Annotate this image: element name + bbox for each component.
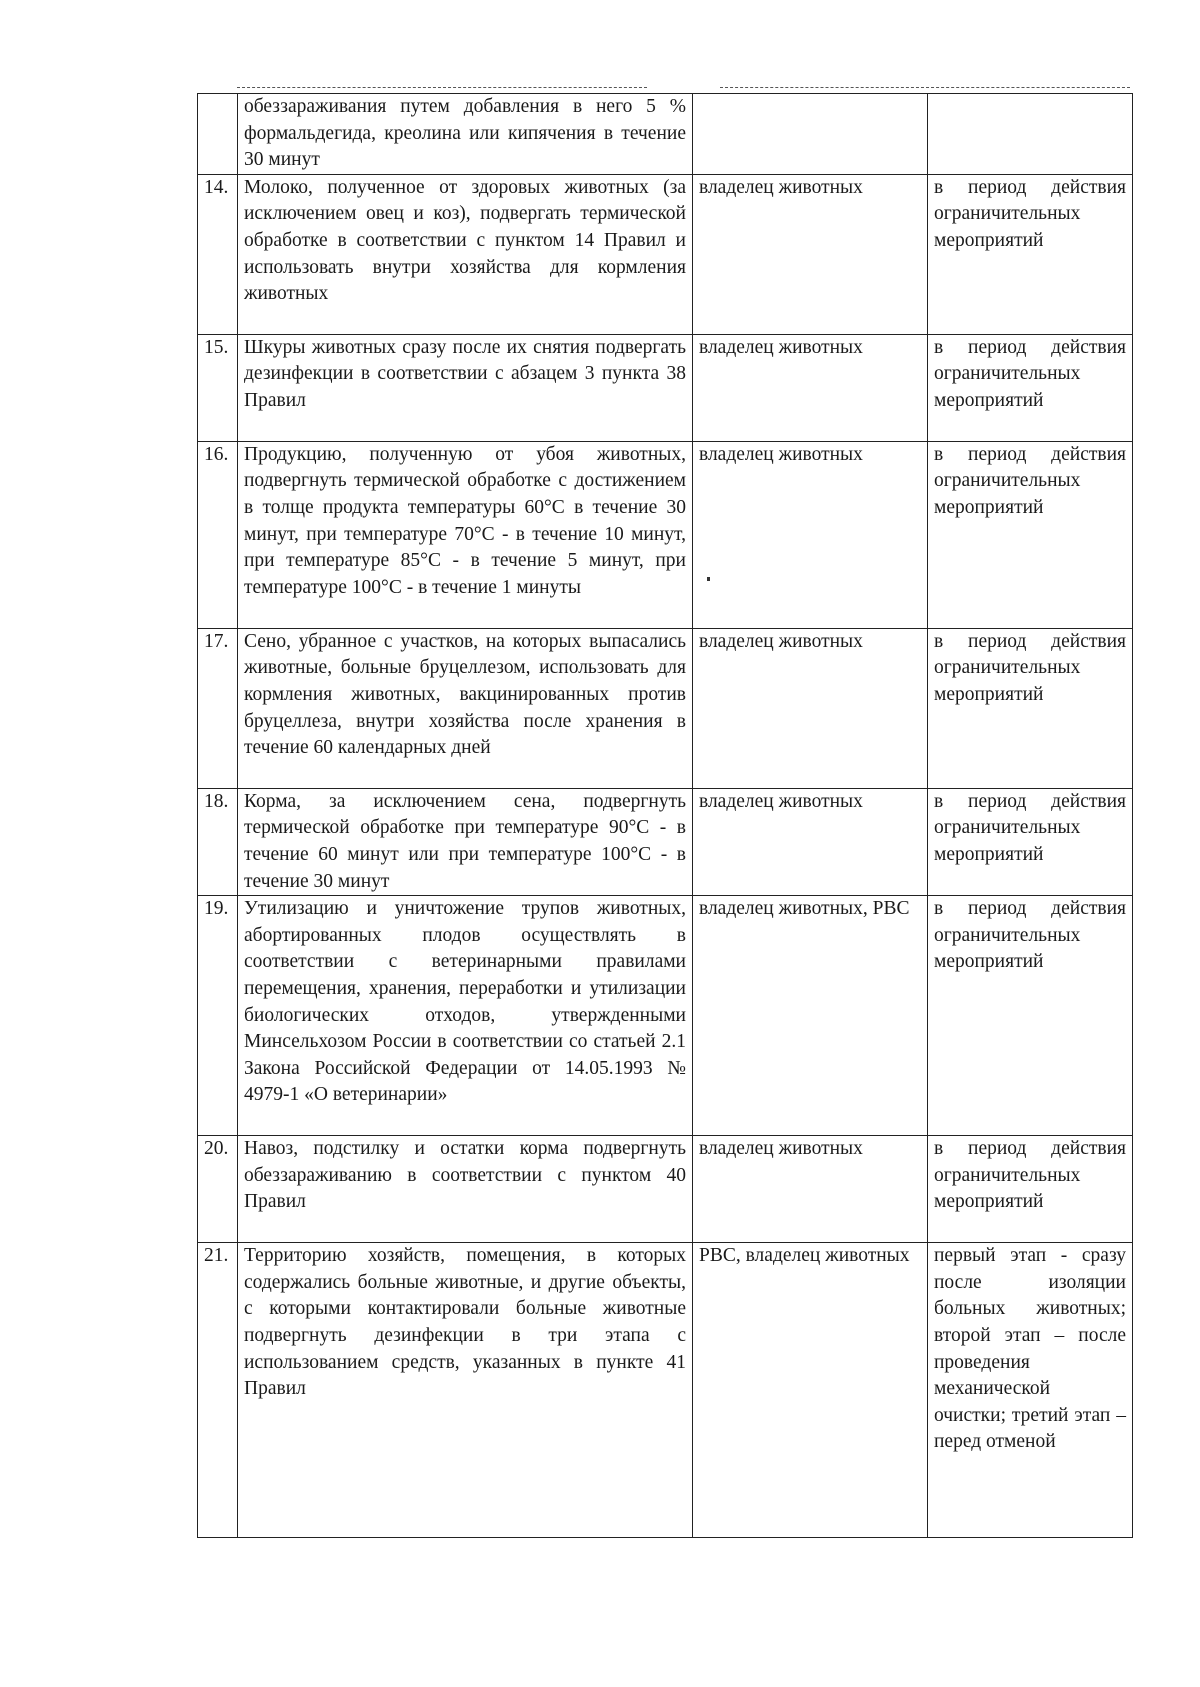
- table-row: [198, 896, 1133, 1136]
- row-number: 18.: [198, 788, 238, 895]
- page-break-line: [720, 87, 1130, 88]
- measure-text: обеззараживания путем добавления в него 5 % формальдегида, креолина или кипячения в течение 30 минут: [238, 94, 693, 175]
- measure-text: Корма, за исключением сена, подвергнуть термической обработке при температуре 90°С - в течение 60 минут или при температуре 100°С - в течение 30 минут: [238, 788, 693, 895]
- table-row: [198, 334, 1133, 441]
- row-number: 15.: [198, 334, 238, 441]
- measure-text: Молоко, полученное от здоровых животных (за исключением овец и коз), подвергать термической обработке в соответствии с пунктом 14 Правил и использовать внутри хозяйства для кормления животных: [238, 174, 693, 334]
- row-number: 16.: [198, 441, 238, 628]
- measure-term: в период действия ограничительных мероприятий: [928, 788, 1133, 895]
- measure-term: в период действия ограничительных мероприятий: [928, 174, 1133, 334]
- measure-text: Навоз, подстилку и остатки корма подвергнуть обеззараживанию в соответствии с пунктом 40 Правил: [238, 1136, 693, 1243]
- row-number: 14.: [198, 174, 238, 334]
- responsible-party: владелец животных: [693, 1136, 928, 1243]
- measures-table: [197, 93, 1133, 1538]
- row-number: 21.: [198, 1243, 238, 1538]
- responsible-party: владелец животных, РВС: [693, 896, 928, 1136]
- row-number: [198, 94, 238, 175]
- table-row: [198, 94, 1133, 175]
- responsible-party: владелец животных: [693, 628, 928, 788]
- responsible-party: владелец животных: [693, 334, 928, 441]
- measure-term: в период действия ограничительных мероприятий: [928, 441, 1133, 628]
- responsible-party: РВС, владелец животных: [693, 1243, 928, 1538]
- measure-term: в период действия ограничительных мероприятий: [928, 334, 1133, 441]
- row-number: 19.: [198, 896, 238, 1136]
- measure-text: Территорию хозяйств, помещения, в которых содержались больные животные, и другие объекты, с которыми контактировали больные животные подвергнуть дезинфекции в три этапа с использованием средств, указанных в пункте 41 Правил: [238, 1243, 693, 1538]
- responsible-party: владелец животных: [693, 441, 928, 628]
- measure-term: первый этап - сразу после изоляции больных животных; второй этап – после проведения механической очистки; третий этап – перед отменой: [928, 1243, 1133, 1538]
- responsible-party: владелец животных: [693, 174, 928, 334]
- measure-text: Шкуры животных сразу после их снятия подвергать дезинфекции в соответствии с абзацем 3 пункта 38 Правил: [238, 334, 693, 441]
- table-row: [198, 1243, 1133, 1538]
- measure-text: Продукцию, полученную от убоя животных, подвергнуть термической обработке с достижением в толще продукта температуры 60°С в течение 30 минут, при температуре 70°С - в течение 10 минут, при температуре 85°С - в течение 5 минут, при температуре 100°С - в течение 1 минуты: [238, 441, 693, 628]
- table-row: [198, 628, 1133, 788]
- scan-speck: [707, 577, 710, 581]
- responsible-party: [693, 94, 928, 175]
- row-number: 20.: [198, 1136, 238, 1243]
- measure-term: [928, 94, 1133, 175]
- table-row: [198, 788, 1133, 895]
- measure-text: Сено, убранное с участков, на которых выпасались животные, больные бруцеллезом, использовать для кормления животных, вакцинированных против бруцеллеза, внутри хозяйства после хранения в течение 60 календарных дней: [238, 628, 693, 788]
- table-row: [198, 1136, 1133, 1243]
- responsible-party: владелец животных: [693, 788, 928, 895]
- measure-text: Утилизацию и уничтожение трупов животных, абортированных плодов осуществлять в соответствии с ветеринарными правилами перемещения, хранения, переработки и утилизации биологических отходов, утвержденными Минсельхозом России в соответствии со статьей 2.1 Закона Российской Федерации от 14.05.1993 № 4979-1 «О ветеринарии»: [238, 896, 693, 1136]
- measure-term: в период действия ограничительных мероприятий: [928, 896, 1133, 1136]
- measure-term: в период действия ограничительных мероприятий: [928, 1136, 1133, 1243]
- table-row: [198, 441, 1133, 628]
- table-row: [198, 174, 1133, 334]
- measure-term: в период действия ограничительных мероприятий: [928, 628, 1133, 788]
- row-number: 17.: [198, 628, 238, 788]
- page-break-line: [237, 87, 647, 88]
